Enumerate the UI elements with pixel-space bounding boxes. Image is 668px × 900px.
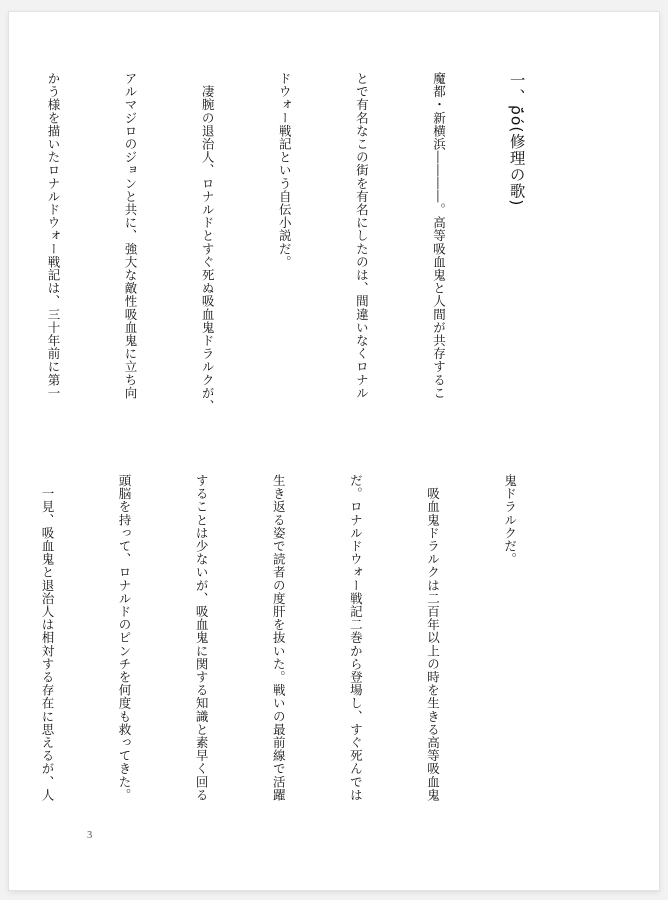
body-line: とで有名なこの街を有名にしたのは、間違いなくロナル [354,72,370,400]
body-line: することは少ないが、吸血鬼に関する知識と素早く回る [194,474,210,802]
book-page [9,12,659,890]
body-line: 頭脳を持って、ロナルドのピンチを何度も救ってきた。 [117,474,133,802]
upper-text-block [45,72,580,413]
body-line: 魔都・新横浜――――。高等吸血鬼と人間が共存するこ [431,72,447,400]
body-line: 吸血鬼ドラルクは二百年以上の時を生きる高等吸血鬼 [425,474,441,802]
body-line: アルマジロのジョンと共に、強大な敵性吸血鬼に立ち向 [123,72,139,400]
body-line: 一見、吸血鬼と退治人は相対する存在に思えるが、人 [39,474,55,802]
chapter-heading: 一、ρ̈́ó(修理の歌) [507,72,526,207]
body-line: 凄腕の退治人、ロナルドとすぐ死ぬ吸血鬼ドラルクが、 [200,72,216,413]
body-line: かう様を描いたロナルドウォー戦記は、三十年前に第一 [45,72,61,400]
body-line: 鬼ドラルクだ。 [502,474,518,566]
body-line: ドウォー戦記という自伝小説だ。 [277,72,293,269]
page-number: 3 [87,830,93,841]
body-line: だ。ロナルドウォー戦記二巻から登場し、すぐ死んでは [348,474,364,802]
body-line: 生き返る姿で読者の度肝を抜いた。戦いの最前線で活躍 [271,474,287,802]
lower-text-block [39,474,574,809]
